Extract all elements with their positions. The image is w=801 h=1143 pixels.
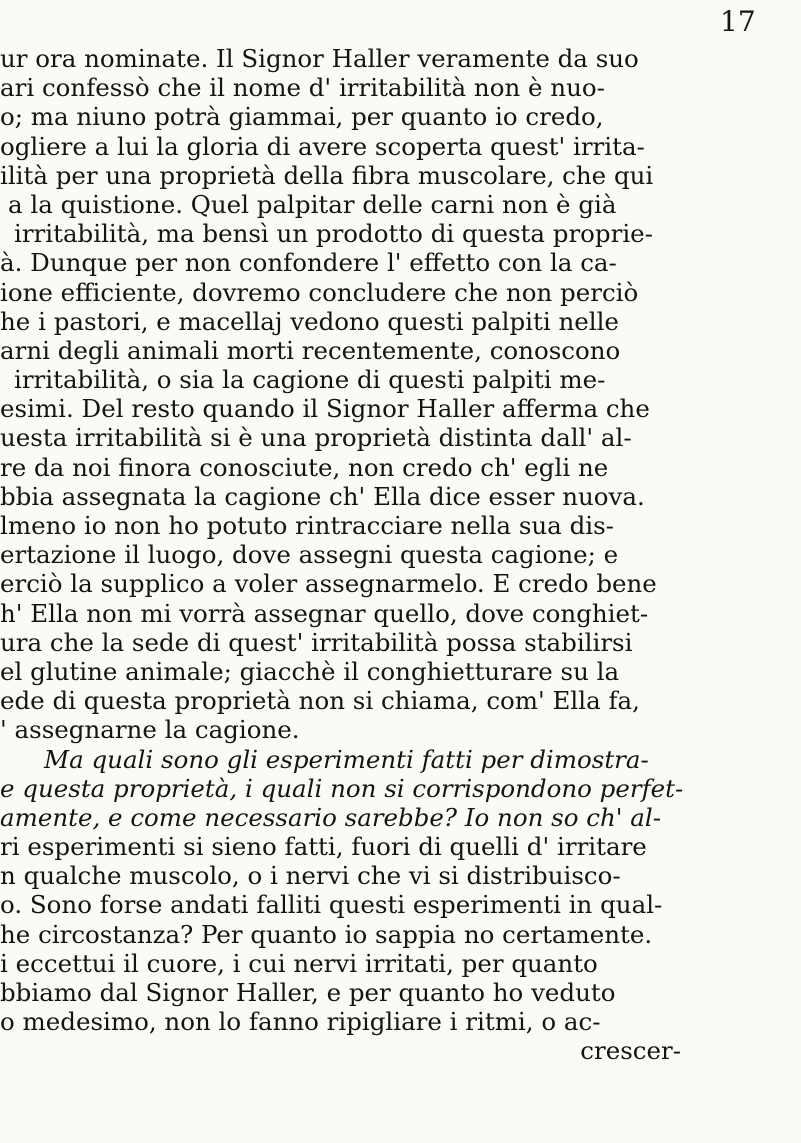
text-line: i eccettui il cuore, i cui nervi irritati, per quanto xyxy=(0,948,598,978)
text-line: a la quistione. Quel palpitar delle carni non è già xyxy=(8,189,617,219)
text-line: o; ma niuno potrà giammai, per quanto io credo, xyxy=(0,102,604,132)
text-line: esimi. Del resto quando il Signor Haller afferma che xyxy=(0,394,650,424)
text-line: ilità per una proprietà della fibra muscolare, che qui xyxy=(0,160,654,190)
text-line: irritabilità, o sia la cagione di questi palpiti me- xyxy=(14,365,606,395)
text-line: el glutine animale; giacchè il conghietturare su la xyxy=(0,656,620,686)
text-line: arni degli animali morti recentemente, conoscono xyxy=(0,335,621,365)
text-line: bbiamo dal Signor Haller, e per quanto ho veduto xyxy=(0,978,616,1007)
text-line: à. Dunque per non confondere l' effetto con la ca- xyxy=(0,248,617,278)
text-line: irritabilità, ma bensì un prodotto di questa proprie- xyxy=(14,219,653,249)
text-line: erciò la supplico a voler assegnarmelo. E credo bene xyxy=(0,569,657,599)
text-line: n qualche muscolo, o i nervi che vi si distribuisco- xyxy=(0,861,621,891)
text-line: ogliere a lui la gloria di avere scoperta quest' irrita- xyxy=(0,131,645,161)
text-line: o. Sono forse andati falliti questi esperimenti in qual- xyxy=(0,890,663,920)
text-line: ede di questa proprietà non si chiama, com' Ella fa, xyxy=(0,686,640,716)
page-number: 17 xyxy=(720,5,756,38)
text-line-italic: e questa proprietà, i quali non si corrispondono perfet- xyxy=(0,773,684,803)
text-line: ertazione il luogo, dove assegni questa cagione; e xyxy=(0,540,619,570)
text-line: ri esperimenti si sieno fatti, fuori di quelli d' irritare xyxy=(0,832,647,862)
text-line: ' assegnarne la cagione. xyxy=(0,715,300,745)
text-line-italic: Ma quali sono gli esperimenti fatti per dimostra- xyxy=(44,744,649,774)
text-line: he i pastori, e macellaj vedono questi palpiti nelle xyxy=(0,306,619,336)
text-line: he circostanza? Per quanto io sappia no certamente. xyxy=(0,919,653,949)
text-line-italic: amente, e come necessario sarebbe? Io non so ch' al- xyxy=(0,802,661,832)
text-line: ur ora nominate. Il Signor Haller veramente da suo xyxy=(0,44,639,73)
text-line: lmeno io non ho potuto rintracciare nella sua dis- xyxy=(0,511,614,540)
text-line: h' Ella non mi vorrà assegnar quello, dove conghiet- xyxy=(0,598,649,628)
text-line: ura che la sede di quest' irritabilità possa stabilirsi xyxy=(0,627,633,657)
text-line: bbia assegnata la cagione ch' Ella dice esser nuova. xyxy=(0,481,645,511)
body-text xyxy=(0,44,801,1066)
text-line: ione efficiente, dovremo concludere che non perciò xyxy=(0,277,639,307)
text-line: re da noi finora conosciute, non credo ch' egli ne xyxy=(0,452,609,482)
text-line: o medesimo, non lo fanno ripigliare i ritmi, o ac- xyxy=(0,1007,601,1037)
catchword: crescer- xyxy=(580,1036,681,1066)
text-line: ari confessò che il nome d' irritabilità non è nuo- xyxy=(0,73,605,103)
text-line: uesta irritabilità si è una proprietà distinta dall' al- xyxy=(0,423,632,453)
